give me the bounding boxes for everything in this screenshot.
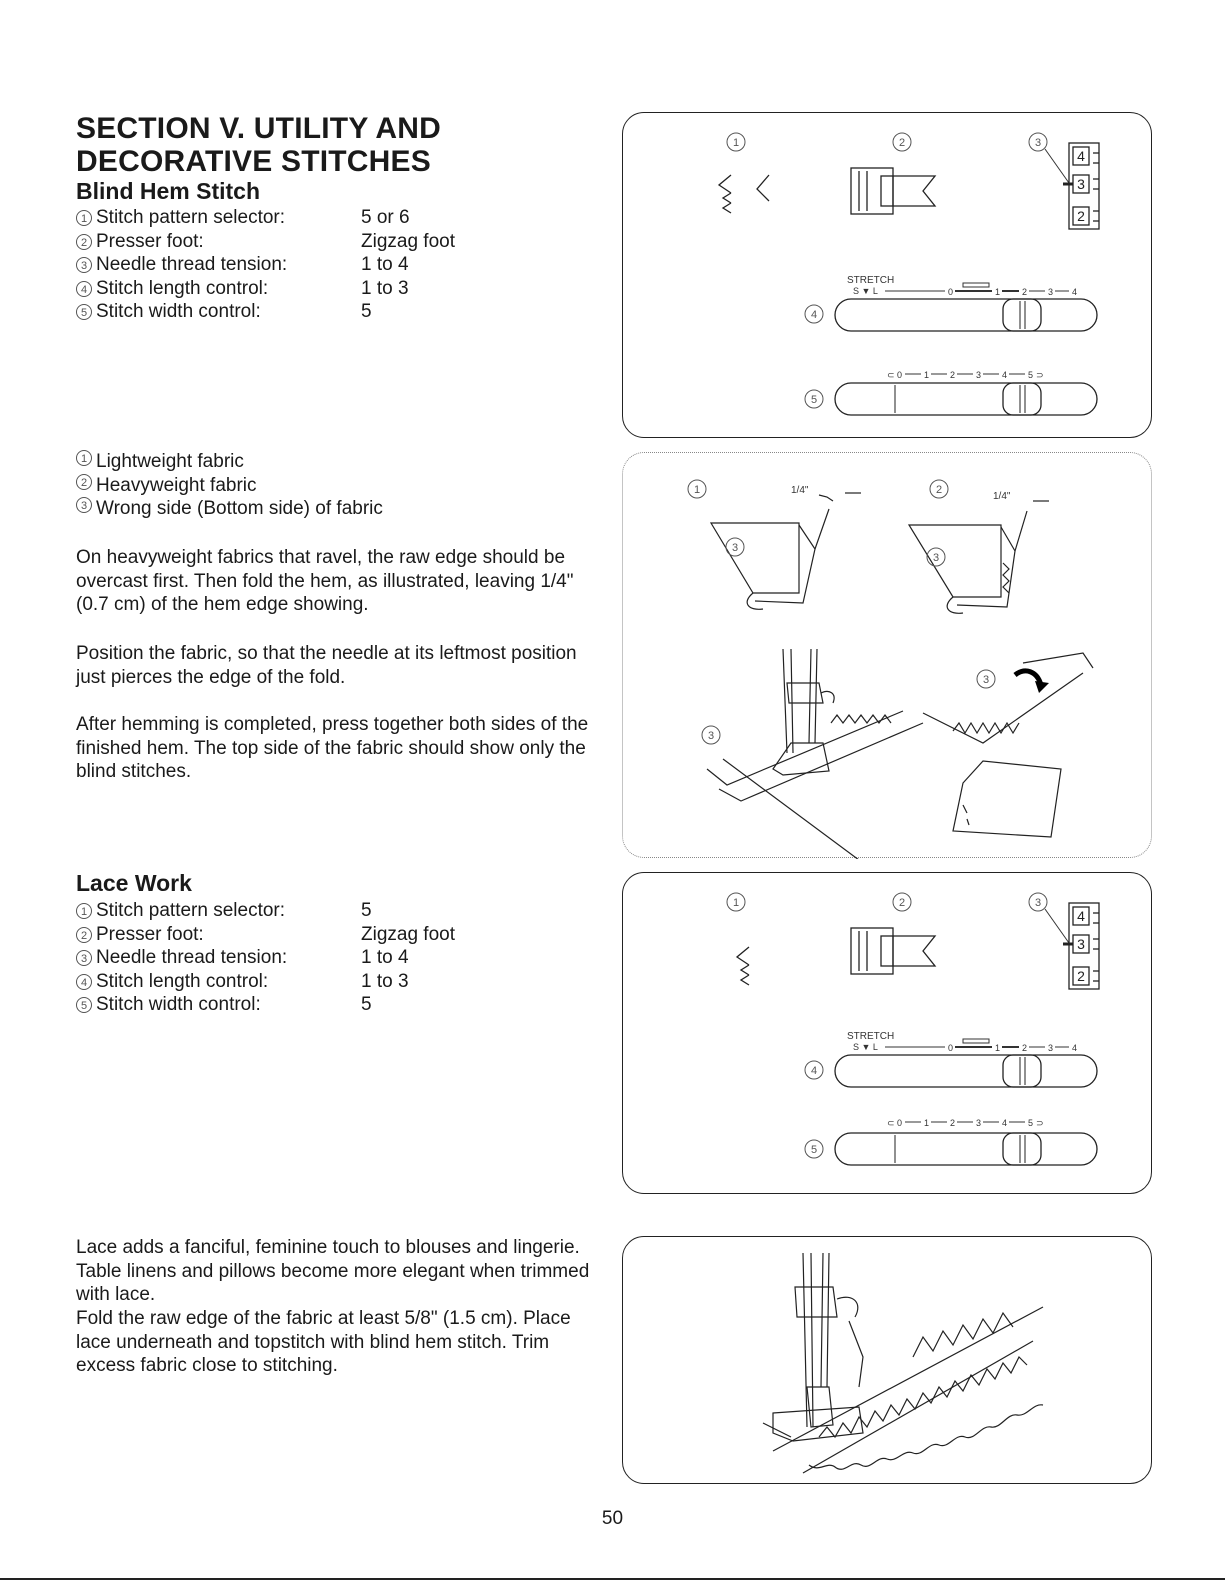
lace-work-settings (76, 899, 455, 1017)
callout-3 (702, 726, 720, 744)
setting-label: Stitch pattern selector: (96, 207, 286, 228)
setting-value: 5 (361, 900, 372, 921)
svg-text:⊃: ⊃ (1036, 1118, 1044, 1128)
blind-hem-stitch-icon (719, 175, 769, 213)
setting-value: 5 (361, 994, 372, 1016)
svg-text:3: 3 (1048, 287, 1054, 297)
svg-text:2: 2 (1077, 208, 1085, 224)
setting-value: 1 to 4 (361, 947, 409, 969)
page-number: 50 (601, 1508, 624, 1529)
callout-number: 5 (76, 304, 92, 320)
callout-number: 1 (76, 903, 92, 919)
svg-text:5: 5 (810, 394, 818, 406)
settings-diagram (623, 113, 1153, 439)
svg-text:2: 2 (950, 370, 956, 380)
svg-text:S ▼ L: S ▼ L (853, 1042, 878, 1052)
svg-text:2: 2 (898, 137, 906, 149)
list-item (76, 474, 383, 498)
bottom-rule (0, 1578, 1225, 1580)
callout-3 (726, 538, 744, 556)
callout-3 (977, 670, 995, 688)
stitch-length-control (805, 275, 1097, 331)
list-item-label: Wrong side (Bottom side) of fabric (96, 498, 383, 520)
callout-number: 1 (76, 450, 92, 466)
finished-hem (953, 761, 1061, 837)
setting-row (76, 230, 455, 254)
svg-text:3: 3 (932, 552, 940, 564)
setting-row (76, 300, 455, 324)
svg-text:1: 1 (995, 1043, 1001, 1053)
callout-number: 4 (76, 281, 92, 297)
svg-text:3: 3 (1034, 137, 1042, 149)
zigzag-foot-icon (851, 168, 935, 214)
svg-text:3: 3 (976, 370, 982, 380)
setting-row (76, 970, 455, 994)
svg-text:2: 2 (1022, 1043, 1028, 1053)
fold-arrowhead-icon (1035, 681, 1049, 693)
setting-value: 5 (361, 301, 372, 323)
setting-label: Stitch width control: (96, 301, 261, 323)
setting-row (76, 923, 455, 947)
callout-2 (893, 893, 911, 911)
svg-text:2: 2 (935, 484, 943, 496)
svg-text:S ▼ L: S ▼ L (853, 286, 878, 296)
callout-2 (893, 133, 911, 151)
setting-value: 1 to 4 (361, 254, 409, 276)
svg-text:STRETCH: STRETCH (847, 275, 895, 286)
setting-label: Stitch length control: (96, 277, 269, 299)
stitch-width-control (805, 370, 1097, 415)
list-item (76, 497, 383, 521)
svg-text:3: 3 (707, 730, 715, 742)
setting-label: Presser foot: (96, 230, 204, 252)
zigzag-foot-icon (851, 928, 935, 974)
blind-hem-settings (76, 206, 455, 324)
svg-text:1: 1 (924, 370, 930, 380)
svg-text:5: 5 (1028, 370, 1034, 380)
svg-text:3: 3 (976, 1118, 982, 1128)
setting-label: Stitch length control: (96, 970, 269, 992)
fabric-list (76, 450, 383, 521)
svg-text:2: 2 (898, 897, 906, 909)
callout-3 (1029, 133, 1047, 151)
heavyweight-fabric-fold (909, 501, 1049, 613)
callout-2 (930, 480, 948, 498)
setting-value: Zigzag foot (361, 923, 455, 945)
lace-work-heading: Lace Work (76, 870, 192, 896)
hem-folding-diagram (623, 453, 1153, 859)
list-item-label: Heavyweight fabric (96, 474, 257, 496)
setting-label: Needle thread tension: (96, 947, 288, 969)
list-item (76, 450, 383, 474)
svg-text:4: 4 (1077, 148, 1085, 164)
hem-folding-illustration (622, 452, 1152, 858)
hem-measure-label: 1/4" (791, 485, 809, 496)
svg-text:2: 2 (950, 1118, 956, 1128)
setting-row (76, 253, 455, 277)
setting-label: Presser foot: (96, 923, 204, 945)
lace-edge (773, 1307, 1043, 1473)
settings-panel-lace-work (622, 872, 1152, 1194)
callout-number: 1 (76, 210, 92, 226)
callout-1 (688, 480, 706, 498)
paragraph: After hemming is completed, press together both sides of the finished hem. The top side of the fabric should show only the blind stitches. (76, 714, 589, 783)
paragraph: Fold the raw edge of the fabric at least 5/8" (1.5 cm). Place lace underneath and topstitch with blind hem stitch. Trim excess fabric close to stitching. (76, 1308, 571, 1377)
presser-foot-sewing (763, 1253, 863, 1441)
tension-dial-icon (1063, 143, 1099, 229)
callout-3 (1029, 893, 1047, 911)
svg-text:2: 2 (1077, 968, 1085, 984)
unfolded-hem (923, 653, 1093, 743)
svg-text:4: 4 (1002, 1118, 1008, 1128)
callout-number: 5 (76, 997, 92, 1013)
svg-text:1: 1 (995, 287, 1001, 297)
svg-text:⊂: ⊂ (887, 1118, 895, 1128)
callout-number: 2 (76, 927, 92, 943)
svg-text:1: 1 (693, 484, 701, 496)
setting-label: Needle thread tension: (96, 254, 288, 276)
callout-1 (727, 893, 745, 911)
stitch-length-control (805, 1031, 1097, 1087)
svg-text:0: 0 (948, 1043, 954, 1053)
setting-value: 1 to 3 (361, 277, 409, 299)
setting-value: 1 to 3 (361, 970, 409, 992)
svg-text:0: 0 (897, 1118, 903, 1128)
svg-text:3: 3 (1077, 936, 1085, 952)
svg-text:1: 1 (732, 897, 740, 909)
callout-number: 4 (76, 974, 92, 990)
tension-dial-icon (1063, 903, 1099, 989)
svg-text:4: 4 (1072, 287, 1078, 297)
setting-row (76, 899, 455, 923)
svg-text:5: 5 (1028, 1118, 1034, 1128)
callout-1 (727, 133, 745, 151)
callout-number: 2 (76, 234, 92, 250)
presser-foot-sewing (707, 649, 923, 859)
blind-hem-heading: Blind Hem Stitch (76, 178, 261, 204)
svg-text:3: 3 (1077, 176, 1085, 192)
paragraph: Position the fabric, so that the needle at its leftmost position just pierces the edge of the fold. (76, 643, 577, 688)
hem-measure-label: 1/4" (993, 491, 1011, 502)
setting-row (76, 277, 455, 301)
svg-text:2: 2 (1022, 287, 1028, 297)
setting-value: Zigzag foot (361, 230, 455, 252)
lace-sewing-diagram (623, 1237, 1153, 1485)
callout-number: 3 (76, 497, 92, 513)
setting-row (76, 946, 455, 970)
svg-text:1: 1 (924, 1118, 930, 1128)
svg-text:5: 5 (810, 1144, 818, 1156)
svg-text:4: 4 (810, 309, 818, 321)
svg-text:4: 4 (1002, 370, 1008, 380)
settings-panel-blind-hem (622, 112, 1152, 438)
svg-text:4: 4 (1077, 908, 1085, 924)
svg-text:0: 0 (948, 287, 954, 297)
setting-value: 5 or 6 (361, 207, 410, 228)
svg-text:STRETCH: STRETCH (847, 1031, 895, 1042)
setting-label: Stitch width control: (96, 994, 261, 1016)
callout-number: 2 (76, 474, 92, 490)
svg-text:1: 1 (732, 137, 740, 149)
lace-sewing-illustration (622, 1236, 1152, 1484)
svg-text:0: 0 (897, 370, 903, 380)
settings-diagram (623, 873, 1153, 1195)
setting-label: Stitch pattern selector: (96, 900, 286, 921)
svg-text:3: 3 (731, 542, 739, 554)
callout-number: 3 (76, 257, 92, 273)
svg-text:⊂: ⊂ (887, 370, 895, 380)
svg-text:3: 3 (1048, 1043, 1054, 1053)
section-title: SECTION V. UTILITY AND DECORATIVE STITCHES (76, 112, 442, 178)
svg-text:3: 3 (982, 674, 990, 686)
svg-text:3: 3 (1034, 897, 1042, 909)
list-item-label: Lightweight fabric (96, 451, 244, 472)
paragraph: Lace adds a fanciful, feminine touch to blouses and lingerie. Table linens and pillows become more elegant when trimmed with lace. (76, 1237, 590, 1306)
svg-text:4: 4 (1072, 1043, 1078, 1053)
blind-hem-stitch-icon (737, 947, 749, 985)
setting-row (76, 993, 455, 1017)
stitch-width-control (805, 1118, 1097, 1165)
svg-text:4: 4 (810, 1065, 818, 1077)
svg-text:⊃: ⊃ (1036, 370, 1044, 380)
callout-3 (927, 548, 945, 566)
paragraph: On heavyweight fabrics that ravel, the raw edge should be overcast first. Then fold the hem, as illustrated, leaving 1/4"(0.7 cm) of the hem edge showing. (76, 547, 574, 616)
setting-row (76, 206, 455, 230)
callout-number: 3 (76, 950, 92, 966)
